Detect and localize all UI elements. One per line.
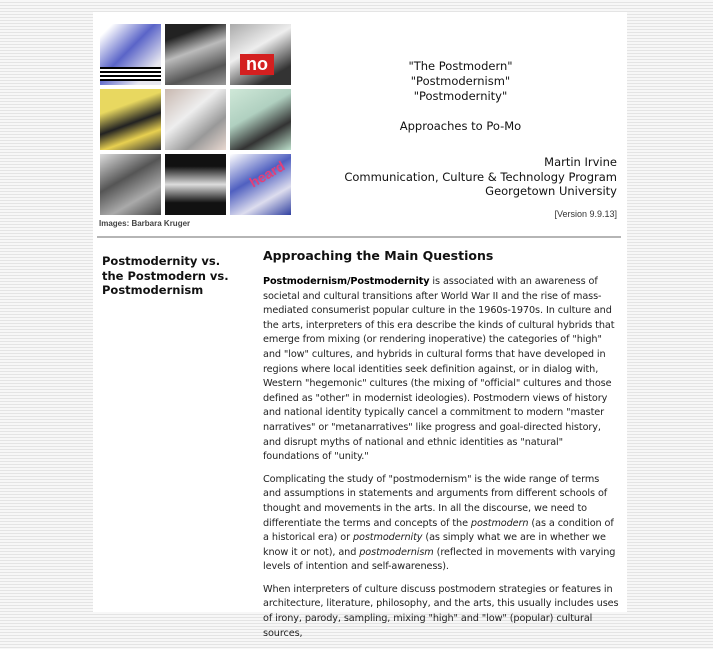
kruger-image-grid [100,24,293,215]
title-line: "Postmodernism" [410,74,511,88]
no-text-graphic: no [240,54,274,75]
author-name: Martin Irvine [544,155,617,169]
paragraph-text: Complicating the study of "postmodernism" is the wide range of terms and assumptions in statements and arguments from different schools of thought and movements in the arts. In all the discourse, we need to differentiate the terms and concepts of the [263,473,608,529]
program-name: Communication, Culture & Technology Program [344,169,617,184]
page-title [333,59,588,104]
version-label: [Version 9.9.13] [554,209,617,219]
title-line: "Postmodernity" [413,89,508,103]
image-tile [100,24,161,85]
image-tile [100,89,161,150]
image-tile [165,24,226,85]
term-italic: postmodernity [352,532,423,544]
sidebar-heading: Postmodernity vs. the Postmodern vs. Postmodernism [102,254,229,297]
university-name: Georgetown University [485,184,617,198]
main-content [263,248,619,649]
image-tile [165,89,226,150]
term-bold: Postmodernism/Postmodernity [263,276,430,287]
image-tile [230,154,291,215]
page-subtitle: Approaches to Po-Mo [399,119,522,133]
term-italic: postmodern [470,517,529,529]
image-tile [230,24,291,85]
paragraph: When interpreters of culture discuss postmodern strategies or features in architecture, literature, philosophy, and the arts, this usually includes uses of irony, parody, sampling, mixing "high" and "low" (popular) cultural sources, [263,583,619,639]
term-italic: postmodernism [359,546,434,558]
page-content [93,12,627,639]
stripes-graphic [100,67,161,81]
paragraph-text: (reflected in movements with varying levels of intention and self-awareness). [263,546,616,573]
image-tile [165,154,226,215]
divider [97,236,621,238]
title-line: "The Postmodern" [408,59,513,73]
heard-text-graphic: heard [246,157,288,191]
paragraph-text: (as a condition of a historical era) or [263,517,614,544]
author-block [344,155,617,199]
section-heading: Approaching the Main Questions [263,248,494,263]
paragraph [263,275,619,465]
paragraph [263,473,619,575]
image-caption: Images: Barbara Kruger [99,219,191,228]
image-tile [100,154,161,215]
image-tile [230,89,291,150]
paragraph-text: is associated with an awareness of societal and cultural transitions after World War II and the rise of mass-mediated consumerist popular culture in the 1960s-1970s. In culture and the arts, interpreters of this era describe the kinds of cultural hybrids that emerge from mixing (or rendering inoperative) the categories of "high" and "low" cultures, and hybrids in cultural forms that have developed in regions where local identities seek definition against, or in dialog with, Western "hegemonic" cultures (the mixing of "official" cultures and those defined as "other" in modernist ideologies). Postmodern views of history and national identity typically cancel a commitment to modern "master narratives" or "metanarratives" like progress and goal-directed history, and disrupt myths of national and ethnic identities as "natural" foundations of "unity." [263,276,615,463]
paragraph-text: (as simply what we are in whether we know it or not), and [263,532,606,558]
